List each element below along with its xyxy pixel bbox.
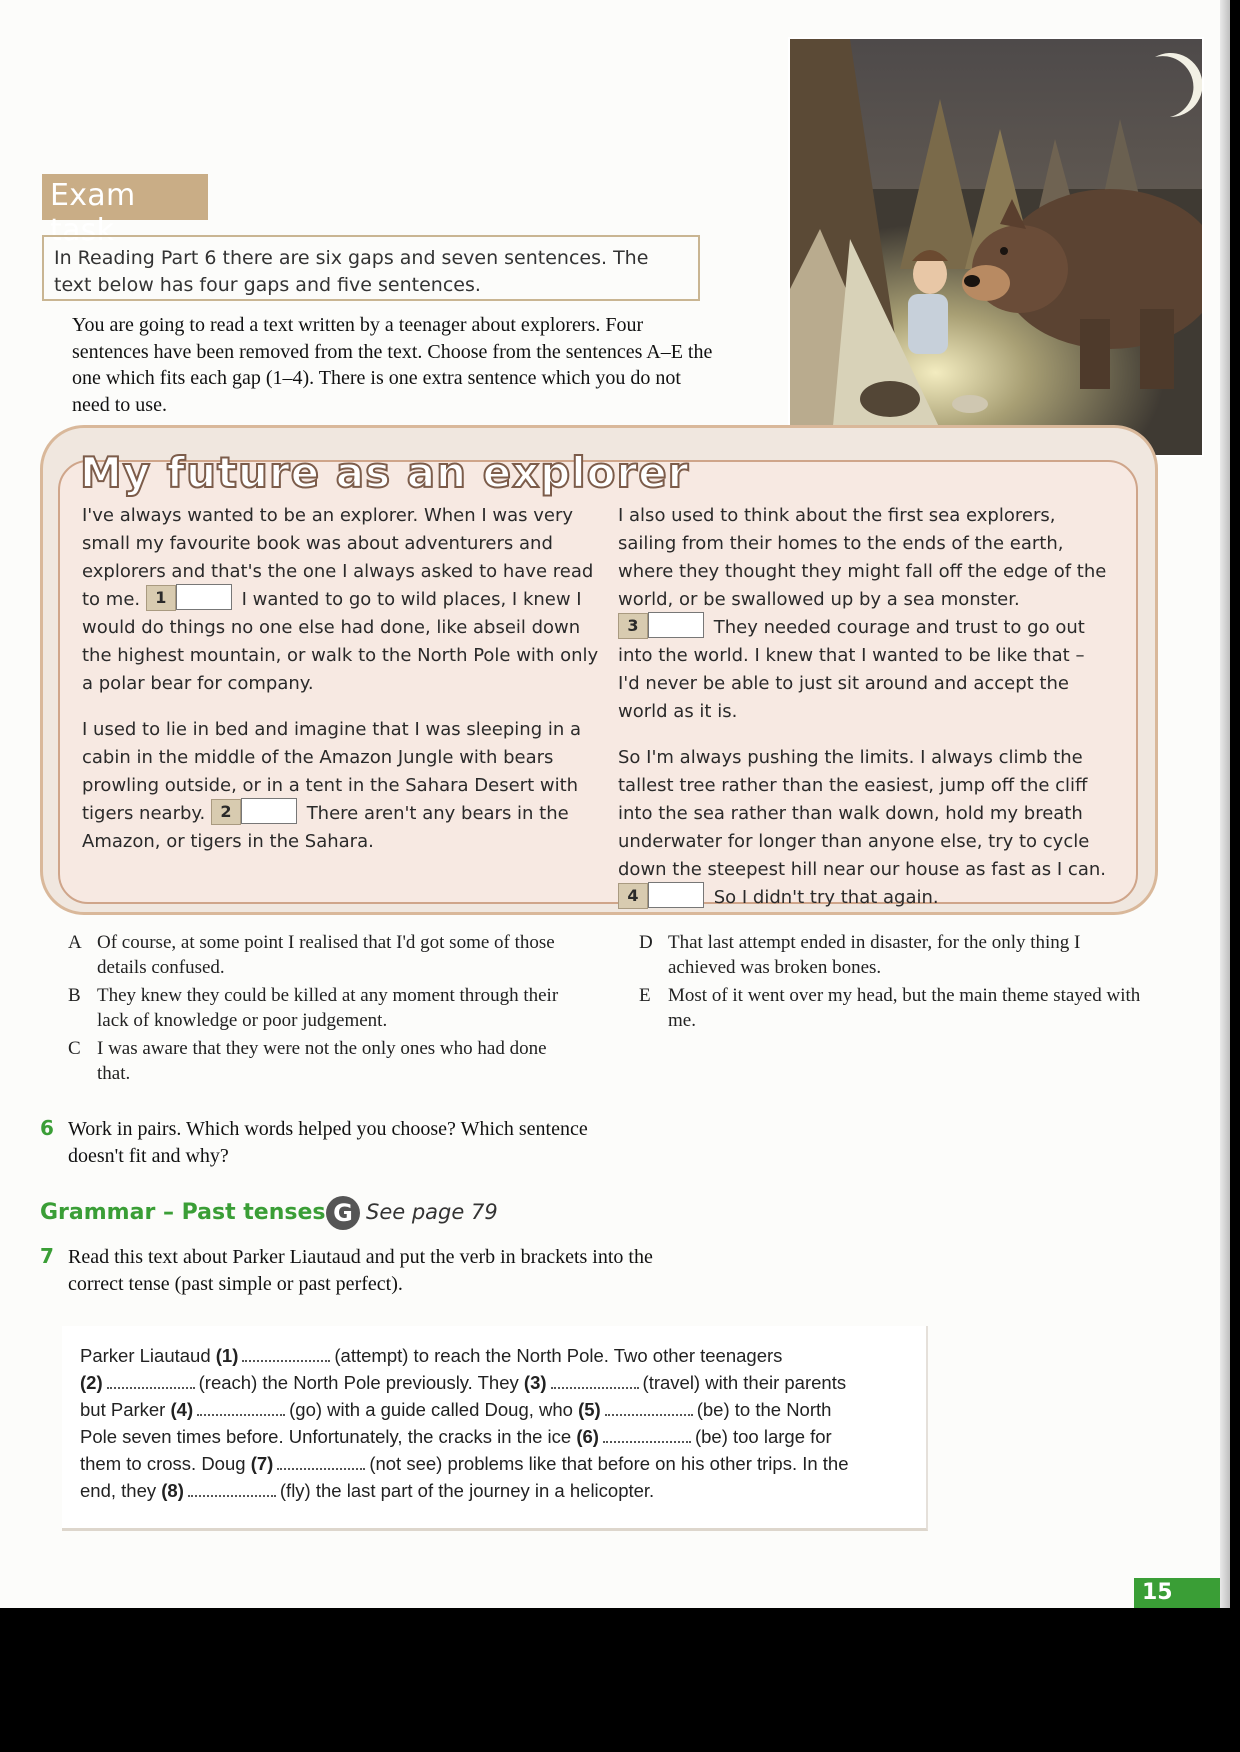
blank-number: (4) bbox=[170, 1399, 194, 1420]
cloze-text: them to cross. Doug bbox=[80, 1453, 246, 1474]
option-a bbox=[68, 930, 577, 980]
article-text: There aren't any bears in the Amazon, or tigers in the Sahara. bbox=[82, 803, 569, 852]
blank-7[interactable] bbox=[277, 1458, 365, 1470]
gap-answer-box[interactable] bbox=[648, 882, 704, 908]
option-text: That last attempt ended in disaster, for the only thing I achieved was broken bones. bbox=[668, 932, 1081, 978]
option-letter: A bbox=[68, 932, 82, 953]
page-spine bbox=[1220, 0, 1230, 1608]
blank-number: (7) bbox=[250, 1453, 274, 1474]
blank-2[interactable] bbox=[107, 1377, 195, 1389]
task-number: 7 bbox=[40, 1244, 54, 1268]
task-7 bbox=[40, 1244, 708, 1298]
gap-answer-box[interactable] bbox=[176, 584, 232, 610]
option-letter: B bbox=[68, 985, 81, 1006]
page-number: 15 bbox=[1134, 1578, 1230, 1608]
exam-task-description: In Reading Part 6 there are six gaps and seven sentences. The text below has four gaps and five sentences. bbox=[42, 235, 700, 301]
article-paragraph bbox=[82, 502, 602, 698]
gap-4[interactable] bbox=[618, 882, 704, 910]
cloze-text: (fly) the last part of the journey in a helicopter. bbox=[279, 1480, 655, 1501]
see-page-link[interactable]: See page 79 bbox=[366, 1200, 498, 1224]
cloze-line bbox=[80, 1450, 910, 1477]
cloze-line bbox=[80, 1369, 910, 1396]
blank-number: (1) bbox=[215, 1345, 239, 1366]
blank-number: (2) bbox=[80, 1372, 103, 1393]
option-letter: E bbox=[639, 985, 651, 1006]
cloze-text: (not see) problems like that before on his other trips. In the bbox=[369, 1453, 849, 1474]
blank-6[interactable] bbox=[603, 1431, 691, 1443]
option-text: Most of it went over my head, but the main theme stayed with me. bbox=[668, 985, 1141, 1031]
article-right-column bbox=[618, 502, 1108, 930]
cloze-text: (be) too large for bbox=[694, 1426, 832, 1447]
gap-number: 3 bbox=[618, 613, 648, 639]
gap-3[interactable] bbox=[618, 612, 704, 640]
grammar-heading: Grammar – Past tenses bbox=[40, 1200, 326, 1225]
exam-task-tag: Exam task bbox=[42, 174, 208, 220]
blank-8[interactable] bbox=[188, 1485, 276, 1497]
cloze-text: Pole seven times before. Unfortunately, the cracks in the ice bbox=[80, 1426, 572, 1447]
cloze-line bbox=[80, 1423, 910, 1450]
task-text: Read this text about Parker Liautaud and put the verb in brackets into the correct tense (past simple or past perfect). bbox=[68, 1246, 653, 1295]
option-text: I was aware that they were not the only ones who had done that. bbox=[97, 1038, 547, 1084]
gap-2[interactable] bbox=[211, 798, 297, 826]
option-letter: D bbox=[639, 932, 653, 953]
blank-number: (3) bbox=[523, 1372, 547, 1393]
blank-number: (8) bbox=[161, 1480, 184, 1501]
article-left-column bbox=[82, 502, 602, 874]
article-paragraph bbox=[618, 502, 1108, 726]
option-b bbox=[68, 983, 577, 1033]
cloze-line bbox=[80, 1342, 910, 1369]
gap-answer-box[interactable] bbox=[648, 612, 704, 638]
gap-number: 4 bbox=[618, 883, 648, 909]
options-left bbox=[68, 930, 577, 1089]
task-instructions: You are going to read a text written by a teenager about explorers. Four sentences have been removed from the text. Choose from the sentences A–E the one which fits each gap (1–4). There is one extra sentence which you do not need to use. bbox=[72, 314, 713, 416]
cloze-text: end, they bbox=[80, 1480, 157, 1501]
article-text: So I didn't try that again. bbox=[713, 887, 939, 908]
blank-3[interactable] bbox=[551, 1377, 639, 1389]
options-right bbox=[639, 930, 1148, 1036]
option-d bbox=[639, 930, 1148, 980]
article-paragraph bbox=[82, 716, 602, 856]
option-e bbox=[639, 983, 1148, 1033]
blank-4[interactable] bbox=[197, 1404, 285, 1416]
cloze-text: (travel) with their parents bbox=[642, 1372, 847, 1393]
gap-number: 2 bbox=[211, 799, 241, 825]
article-text: I wanted to go to wild places, I knew I would do things no one else had done, like abseil down the highest mountain, or walk to the North Pole with only a polar bear for company. bbox=[82, 589, 599, 694]
blank-5[interactable] bbox=[605, 1404, 693, 1416]
option-letter: C bbox=[68, 1038, 81, 1059]
cloze-text: but Parker bbox=[80, 1399, 166, 1420]
blank-1[interactable] bbox=[242, 1350, 330, 1362]
gap-1[interactable] bbox=[146, 584, 232, 612]
article-text: They needed courage and trust to go out into the world. I knew that I wanted to be like that – I'd never be able to just sit around and accept the world as it is. bbox=[618, 617, 1085, 722]
article-text: So I'm always pushing the limits. I always climb the tallest tree rather than the easiest, jump off the cliff into the sea rather than walk down, hold my breath underwater for longer than anyone else, try to cycle down the steepest hill near our house as fast as I can. bbox=[618, 747, 1106, 880]
cloze-text: (go) with a guide called Doug, who bbox=[289, 1399, 573, 1420]
article-text: I've always wanted to be an explorer. When I was very small my favourite book was about adventurers and explorers and that's the one I always asked to have read to me. bbox=[82, 505, 594, 610]
cloze-line bbox=[80, 1477, 910, 1504]
article-paragraph bbox=[618, 744, 1108, 912]
gap-number: 1 bbox=[146, 585, 176, 611]
bear-tent-illustration bbox=[788, 37, 1204, 457]
article-text: I also used to think about the first sea explorers, sailing from their homes to the ends of the earth, where they thought they might fall off the edge of the world, or be swallowed up by a sea monster. bbox=[618, 505, 1107, 610]
option-text: They knew they could be killed at any moment through their lack of knowledge or poor judgement. bbox=[97, 985, 559, 1031]
blank-number: (5) bbox=[578, 1399, 601, 1420]
option-text: Of course, at some point I realised that I'd got some of those details confused. bbox=[97, 932, 555, 978]
task-number: 6 bbox=[40, 1116, 54, 1140]
cloze-text: (reach) the North Pole previously. They bbox=[198, 1372, 519, 1393]
cloze-text: Parker Liautaud bbox=[80, 1345, 211, 1366]
cloze-text: (be) to the North bbox=[696, 1399, 832, 1420]
article-title: My future as an explorer bbox=[80, 448, 690, 497]
article-text: I used to lie in bed and imagine that I was sleeping in a cabin in the middle of the Amazon Jungle with bears prowling outside, or in a tent in the Sahara Desert with tigers nearby. bbox=[82, 719, 582, 824]
cloze-text: (attempt) to reach the North Pole. Two other teenagers bbox=[334, 1345, 783, 1366]
option-c bbox=[68, 1036, 577, 1086]
cloze-line bbox=[80, 1396, 910, 1423]
task-text: Work in pairs. Which words helped you choose? Which sentence doesn't fit and why? bbox=[68, 1118, 588, 1167]
gap-answer-box[interactable] bbox=[241, 798, 297, 824]
blank-number: (6) bbox=[576, 1426, 599, 1447]
gap-fill-text bbox=[62, 1326, 928, 1531]
grammar-reference-icon: G bbox=[326, 1196, 360, 1230]
task-6 bbox=[40, 1116, 608, 1170]
